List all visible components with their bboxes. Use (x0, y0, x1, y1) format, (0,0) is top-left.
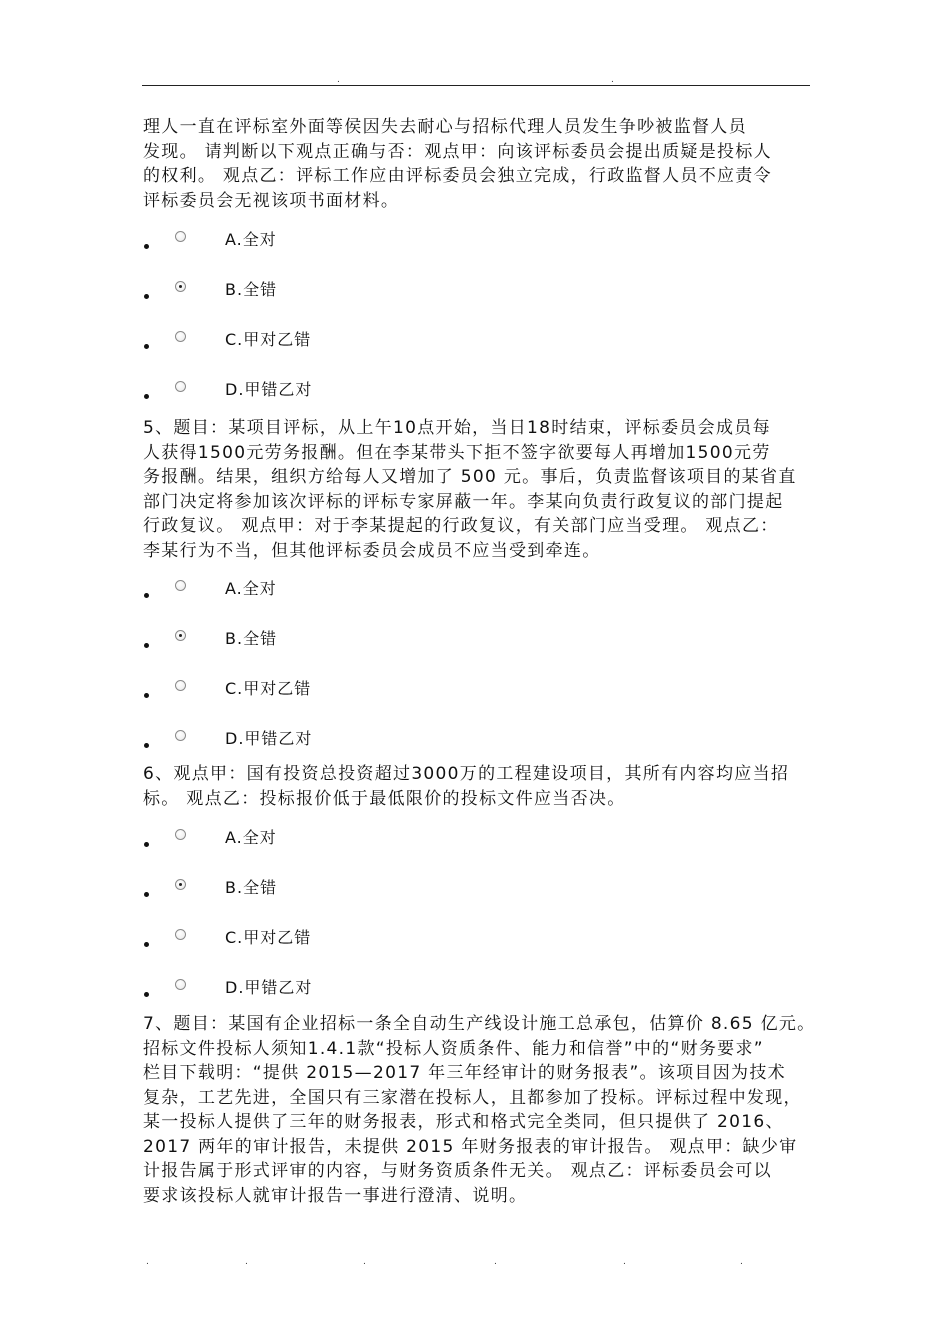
option-label: D.甲错乙对 (225, 978, 313, 997)
option-label: D.甲错乙对 (225, 729, 313, 748)
radio-button-selected-icon[interactable] (175, 281, 186, 292)
footer-dot: . (740, 1257, 743, 1267)
option-label: A.全对 (225, 828, 277, 847)
header-dot: . (611, 75, 614, 85)
bullet-dot-icon (144, 643, 149, 648)
question-5-text: 5、题目：某项目评标，从上午10点开始，当日18时结束，评标委员会成员每 人获得1500元劳务报酬。但在李某带头下拒不签字欲要每人再增加1500元劳 务报酬。结果，组织方给每人又增加了 500 元。事后，负责监督该项目的某省直 部门决定将参加该次评标的评标专家屏蔽一年。李某向负责行政复议的部门提起 行政复议。 观点甲：对于李某提起的行政复议，有关部门应当受理。 观点乙： 李某行为不当，但其他评标委员会成员不应当受到牵连。 (143, 418, 797, 561)
bullet-dot-icon (144, 743, 149, 748)
option-label: C.甲对乙错 (225, 928, 312, 947)
footer-dot: . (363, 1257, 366, 1267)
question-4-text: 理人一直在评标室外面等侯因失去耐心与招标代理人员发生争吵被监督人员 发现。 请判断以下观点正确与否：观点甲：向该评标委员会提出质疑是投标人 的权利。 观点乙：评标工作应由评标委员会独立完成，行政监督人员不应责令 评标委员会无视该项书面材料。 (143, 117, 772, 211)
option-c[interactable] (143, 330, 443, 352)
option-label: B.全错 (225, 280, 278, 299)
radio-button-icon[interactable] (175, 730, 186, 741)
option-c[interactable] (143, 928, 443, 950)
radio-button-icon[interactable] (175, 231, 186, 242)
footer-dot: . (146, 1257, 149, 1267)
radio-button-selected-icon[interactable] (175, 630, 186, 641)
option-a[interactable] (143, 579, 443, 601)
option-label: C.甲对乙错 (225, 679, 312, 698)
option-label: C.甲对乙错 (225, 330, 312, 349)
bullet-dot-icon (144, 693, 149, 698)
radio-button-icon[interactable] (175, 331, 186, 342)
radio-button-icon[interactable] (175, 680, 186, 691)
option-b[interactable] (143, 280, 443, 302)
option-b[interactable] (143, 629, 443, 651)
option-label: B.全错 (225, 878, 278, 897)
option-c[interactable] (143, 679, 443, 701)
option-label: A.全对 (225, 230, 277, 249)
bullet-dot-icon (144, 394, 149, 399)
option-d[interactable] (143, 380, 443, 402)
bullet-dot-icon (144, 294, 149, 299)
option-b[interactable] (143, 878, 443, 900)
footer-dot: . (623, 1257, 626, 1267)
footer-dot: . (494, 1257, 497, 1267)
radio-button-icon[interactable] (175, 381, 186, 392)
radio-button-icon[interactable] (175, 929, 186, 940)
option-label: D.甲错乙对 (225, 380, 313, 399)
header-dot: . (337, 75, 340, 85)
radio-button-icon[interactable] (175, 580, 186, 591)
option-a[interactable] (143, 828, 443, 850)
bullet-dot-icon (144, 593, 149, 598)
question-6-text: 6、观点甲：国有投资总投资超过3000万的工程建设项目，其所有内容均应当招 标。 观点乙：投标报价低于最低限价的投标文件应当否决。 (143, 764, 790, 809)
option-a[interactable] (143, 230, 443, 252)
bullet-dot-icon (144, 992, 149, 997)
header-rule (142, 85, 810, 86)
option-label: B.全错 (225, 629, 278, 648)
footer-dot: . (245, 1257, 248, 1267)
option-label: A.全对 (225, 579, 277, 598)
bullet-dot-icon (144, 892, 149, 897)
radio-button-icon[interactable] (175, 829, 186, 840)
bullet-dot-icon (144, 244, 149, 249)
bullet-dot-icon (144, 344, 149, 349)
option-d[interactable] (143, 729, 443, 751)
question-7-text: 7、题目：某国有企业招标一条全自动生产线设计施工总承包，估算价 8.65 亿元。 招标文件投标人须知1.4.1款“投标人资质条件、能力和信誉”中的“财务要求” 栏目下载明：“提供 2015—2017 年三年经审计的财务报表”。该项目因为技术 复杂，工艺先进，全国只有三家潜在投标人，且都参加了投标。评标过程中发现， 某一投标人提供了三年的财务报表，形式和格式完全类同，但只提供了 2016、 2017 两年的审计报告，未提供 2015 年财务报表的审计报告。 观点甲：缺少审 计报告属于形式评审的内容，与财务资质条件无关。 观点乙：评标委员会可以 要求该投标人就审计报告一事进行澄清、说明。 (143, 1014, 816, 1206)
option-d[interactable] (143, 978, 443, 1000)
radio-button-icon[interactable] (175, 979, 186, 990)
bullet-dot-icon (144, 942, 149, 947)
radio-button-selected-icon[interactable] (175, 879, 186, 890)
bullet-dot-icon (144, 842, 149, 847)
